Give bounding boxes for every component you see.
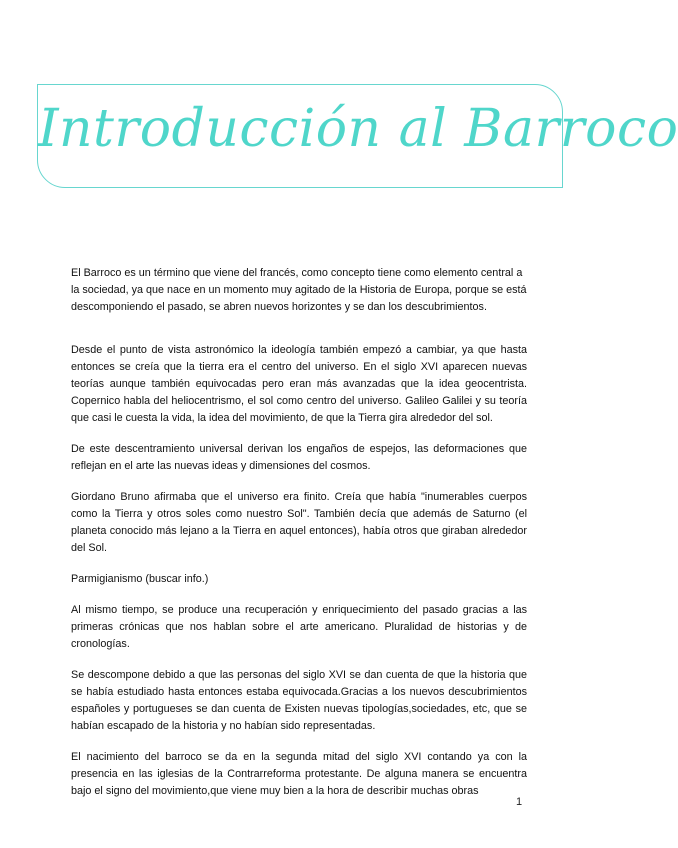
document-body	[71, 265, 527, 814]
paragraph-birth-of-baroque: El nacimiento del barroco se da en la segunda mitad del siglo XVI contando ya con la presencia en las iglesias de la Contrarreforma protestante. De alguna manera se encuentra bajo el signo del movimiento,que viene muy bien a la hora de describir muchas obras	[71, 751, 527, 797]
paragraph-parmigianismo: Parmigianismo (buscar info.)	[71, 573, 209, 585]
title-frame	[37, 84, 678, 188]
paragraph-decentering: De este descentramiento universal derivan los engaños de espejos, las deformaciones que reflejan en el arte las nuevas ideas y dimensiones del cosmos.	[71, 443, 527, 472]
paragraph-astronomy: Desde el punto de vista astronómico la ideología también empezó a cambiar, ya que hasta entonces se creía que la tierra era el centro del universo. En el siglo XVI aparecen nuevas teorías aunque también equivocadas pero eran más avanzadas que la idea geocentrista. Copernico habla del heliocentrismo, el sol como centro del universo. Galileo Galilei y su teoría que casi le cuesta la vida, la idea del movimiento, de que la Tierra gira alrededor del sol.	[71, 344, 527, 424]
page-title: Introducción al Barroco	[38, 99, 678, 159]
paragraph-recovery: Al mismo tiempo, se produce una recuperación y enriquecimiento del pasado gracias a las primeras crónicas que nos hablan sobre el arte americano. Pluralidad de historias y de cronologías.	[71, 604, 527, 650]
paragraph-decomposition: Se descompone debido a que las personas del siglo XVI se dan cuenta de que la historia que se había estudiado hasta entonces estaba equivocada.Gracias a los nuevos descubrimientos españoles y portugueses se dan cuenta de Existen nuevas tipologías,sociedades, etc, que se habían escapado de la historia y no habían sido representadas.	[71, 669, 527, 732]
paragraph-intro: El Barroco es un término que viene del francés, como concepto tiene como elemento central a la sociedad, ya que nace en un momento muy agitado de la Historia de Europa, porque se está descomponiendo el pasado, se abren nuevos horizontes y se dan los descubrimientos.	[71, 267, 527, 313]
page-number: 1	[516, 796, 523, 808]
paragraph-giordano-bruno: Giordano Bruno afirmaba que el universo era finito. Creía que había "inumerables cuerpos como la Tierra y otros soles como nuestro Sol". También decía que además de Saturno (el planeta conocido más lejano a la Tierra en aquel entonces), había otros que giraban alrededor del Sol.	[71, 491, 527, 554]
